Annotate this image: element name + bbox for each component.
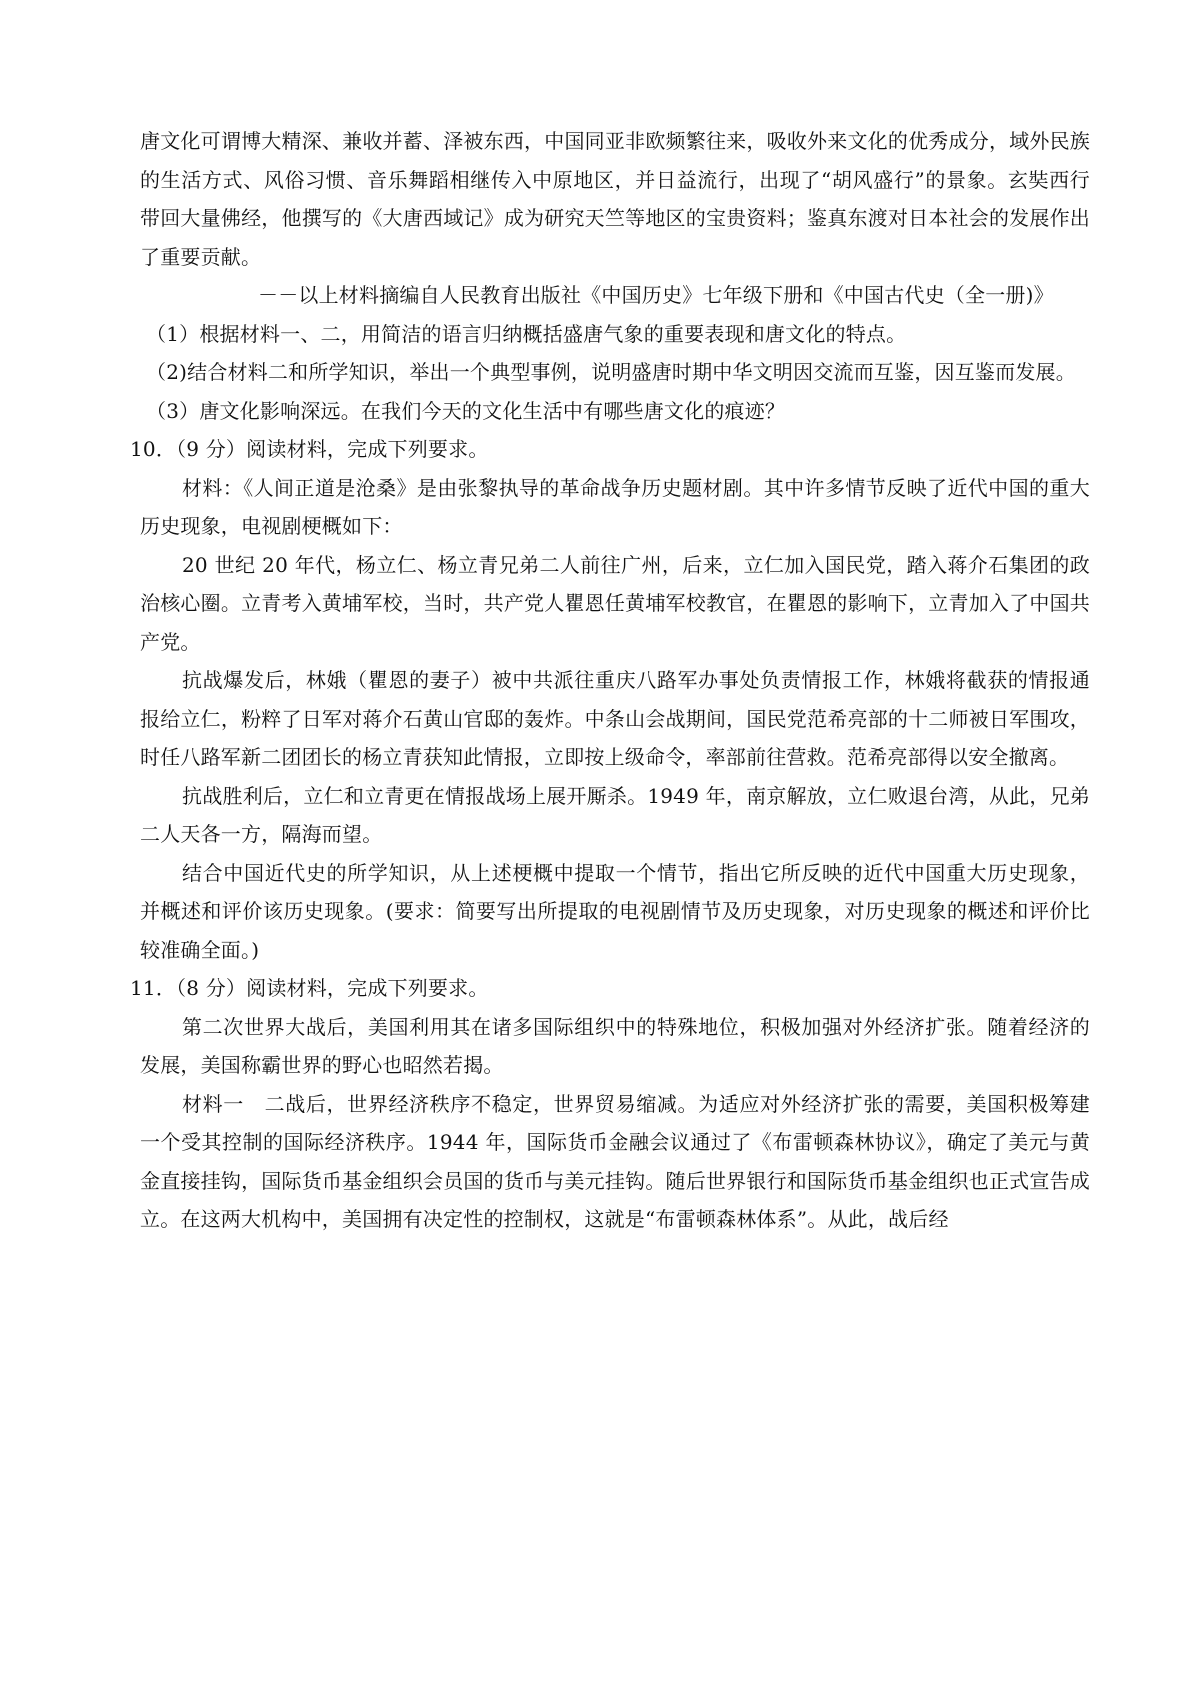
sub-question-1: （1）根据材料一、二，用简洁的语言归纳概括盛唐气象的重要表现和唐文化的特点。 [146, 321, 907, 346]
question-11-heading: 11．（8 分）阅读材料，完成下列要求。 [130, 976, 489, 1000]
question-10-material-intro: 材料：《人间正道是沧桑》是由张黎执导的革命战争历史题材剧。其中许多情节反映了近代中国的重大历史现象，电视剧梗概如下： [140, 475, 1090, 538]
question-10-plot-2: 抗战爆发后，林娥（瞿恩的妻子）被中共派往重庆八路军办事处负责情报工作，林娥将截获的情报通报给立仁，粉粹了日军对蒋介石黄山官邸的轰炸。中条山会战期间，国民党范希亮部的十二师被日军围攻，时任八路军新二团团长的杨立青获知此情报，立即按上级命令，率部前往营救。范希亮部得以安全撤离。 [140, 668, 1090, 769]
question-10-plot-3: 抗战胜利后，立仁和立青更在情报战场上展开厮杀。1949 年，南京解放，立仁败退台湾，从此，兄弟二人天各一方，隔海而望。 [140, 783, 1090, 846]
page-content [130, 122, 1090, 1239]
question-10-task: 结合中国近代史的所学知识，从上述梗概中提取一个情节，指出它所反映的近代中国重大历史现象，并概述和评价该历史现象。(要求：简要写出所提取的电视剧情节及历史现象，对历史现象的概述和评价比较准确全面。) [140, 860, 1090, 962]
question-11-intro: 第二次世界大战后，美国利用其在诸多国际组织中的特殊地位，积极加强对外经济扩张。随着经济的发展，美国称霸世界的野心也昭然若揭。 [140, 1014, 1090, 1077]
material-two-paragraph: 唐文化可谓博大精深、兼收并蓄、泽被东西，中国同亚非欧频繁往来，吸收外来文化的优秀成分，域外民族的生活方式、风俗习惯、音乐舞蹈相继传入中原地区，并日益流行，出现了“胡风盛行”的景象。玄奘西行带回大量佛经，他撰写的《大唐西域记》成为研究天竺等地区的宝贵资料；鉴真东渡对日本社会的发展作出了重要贡献。 [140, 129, 1090, 269]
question-10-heading: 10．（9 分）阅读材料，完成下列要求。 [130, 437, 489, 461]
question-10-plot-1: 20 世纪 20 年代，杨立仁、杨立青兄弟二人前往广州，后来，立仁加入国民党，踏入蒋介石集团的政治核心圈。立青考入黄埔军校，当时，共产党人瞿恩任黄埔军校教官，在瞿恩的影响下，立青加入了中国共产党。 [140, 552, 1090, 654]
question-11-material-one: 材料一 二战后，世界经济秩序不稳定，世界贸易缩减。为适应对外经济扩张的需要，美国积极筹建一个受其控制的国际经济秩序。1944 年，国际货币金融会议通过了《布雷顿森林协议》，确定了美元与黄金直接挂钩，国际货币基金组织会员国的货币与美元挂钩。随后世界银行和国际货币基金组织也正式宣告成立。在这两大机构中，美国拥有决定性的控制权，这就是“布雷顿森林体系”。从此，战后经 [140, 1091, 1090, 1231]
sub-question-2: （2)结合材料二和所学知识，举出一个典型事例，说明盛唐时期中华文明因交流而互鉴，因互鉴而发展。 [146, 360, 1076, 384]
source-note: －－以上材料摘编自人民教育出版社《中国历史》七年级下册和《中国古代史（全一册)》 [258, 283, 1054, 307]
sub-question-3: （3）唐文化影响深远。在我们今天的文化生活中有哪些唐文化的痕迹？ [146, 398, 786, 423]
